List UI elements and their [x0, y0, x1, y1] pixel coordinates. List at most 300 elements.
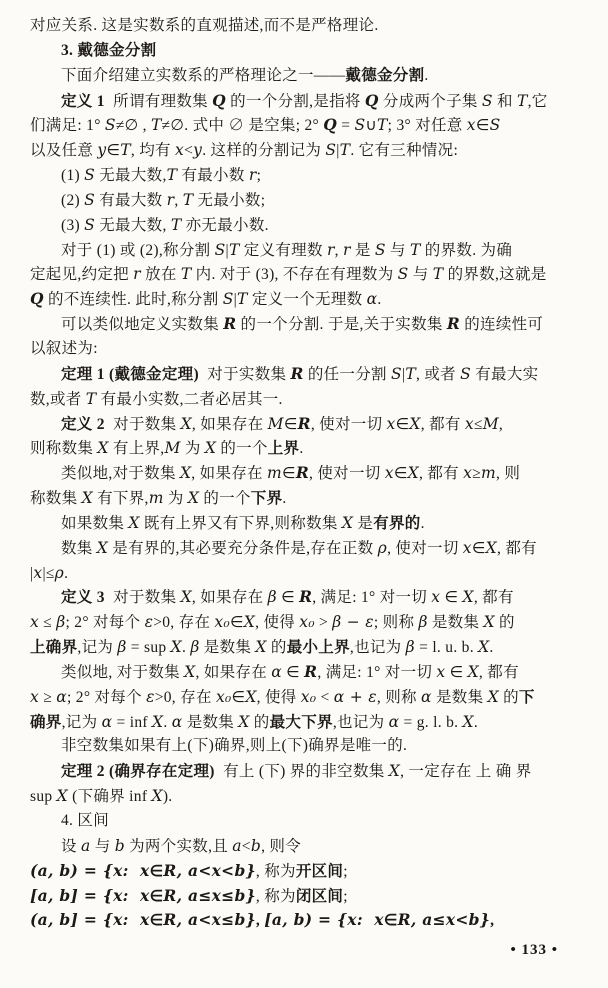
- math-run: , a≤x≤b}: [176, 885, 256, 905]
- text-run: ,记为: [61, 713, 102, 731]
- text-run: 定义 1: [61, 92, 105, 110]
- text-run: 有最小数: [177, 167, 249, 185]
- math-run: X: [462, 712, 474, 731]
- math-run: R: [297, 413, 311, 433]
- text-line: [30, 908, 582, 933]
- text-run: ;: [343, 887, 348, 905]
- text-run: , 则令: [261, 837, 302, 855]
- text-line: [30, 511, 582, 536]
- text-run: ∈: [149, 912, 164, 930]
- math-run: β: [267, 588, 277, 607]
- math-run: S: [460, 364, 472, 383]
- text-run: sup: [30, 788, 57, 806]
- math-run: T: [237, 290, 248, 309]
- text-line: [30, 238, 582, 263]
- math-run: (a, b) = {x: x: [30, 860, 150, 880]
- math-run: x: [431, 588, 441, 607]
- text-run: >0, 存在: [154, 688, 216, 706]
- text-run: 和: [492, 92, 517, 110]
- text-run: 有上 (下) 界的非空数集: [214, 763, 389, 781]
- math-run: x: [386, 414, 396, 433]
- math-run: x₀: [299, 613, 315, 632]
- math-run: Q: [30, 289, 44, 309]
- text-run: ,: [174, 191, 183, 209]
- text-run: .: [299, 440, 304, 458]
- math-run: X: [255, 638, 267, 657]
- text-run: 为两个实数,且: [124, 837, 233, 855]
- math-run: Q: [364, 90, 379, 110]
- math-run: T: [377, 116, 388, 135]
- text-run: (2): [61, 191, 85, 209]
- math-run: X: [238, 712, 250, 731]
- math-run: α: [388, 712, 400, 731]
- text-run: 则称数集: [30, 440, 98, 458]
- text-run: >0, 存在: [153, 614, 215, 632]
- math-run: [a, b) = {x: x: [264, 910, 384, 930]
- text-run: ∈: [393, 465, 408, 483]
- text-run: 的: [498, 688, 519, 706]
- text-run: >: [314, 614, 333, 632]
- math-run: T: [120, 141, 131, 160]
- text-run: 是: [353, 514, 374, 532]
- text-run: 类似地, 对于数集: [61, 663, 185, 681]
- math-run: α: [56, 687, 67, 706]
- text-run: ,也记为: [332, 713, 389, 731]
- text-run: ∈: [149, 887, 164, 905]
- math-run: X: [152, 712, 164, 731]
- text-run: 与: [90, 837, 115, 855]
- text-run: , 满足: 1° 对一切: [312, 589, 432, 607]
- math-run: r: [343, 240, 351, 259]
- math-run: R: [397, 910, 411, 930]
- math-run: M: [267, 414, 284, 433]
- text-run: , 使对一切: [309, 465, 385, 483]
- text-run: , 如果存在: [191, 465, 268, 483]
- math-run: x₀: [215, 687, 232, 706]
- text-run: = inf: [112, 713, 153, 731]
- text-run: 设: [61, 837, 81, 855]
- math-run: x: [463, 464, 473, 483]
- text-run: 最小上界: [286, 639, 350, 657]
- math-run: x₀: [214, 613, 230, 632]
- math-run: T: [432, 265, 444, 284]
- math-run: T: [339, 141, 351, 160]
- math-run: β: [190, 638, 200, 657]
- text-line: [30, 64, 582, 89]
- text-run: ∈: [395, 415, 410, 433]
- math-run: R: [163, 885, 177, 905]
- text-run: 的一个: [199, 490, 251, 508]
- text-run: |: [336, 142, 340, 160]
- math-run: m: [480, 464, 496, 483]
- text-run: ; 2° 对每个: [67, 688, 147, 706]
- text-run: , 称为: [255, 862, 296, 880]
- math-run: T: [166, 166, 178, 185]
- math-run: Q: [212, 90, 226, 110]
- text-run: 类似地,对于数集: [61, 465, 180, 483]
- text-run: 有最小实数,二者必居其一.: [96, 390, 283, 408]
- math-run: S: [374, 240, 386, 259]
- math-run: X: [97, 439, 109, 458]
- math-run: T: [180, 265, 192, 284]
- math-run: α: [366, 290, 378, 309]
- math-run: x: [464, 414, 474, 433]
- math-run: x: [462, 538, 472, 557]
- text-run: ∪: [365, 117, 378, 135]
- math-run: X: [179, 464, 192, 483]
- math-run: X: [96, 538, 109, 557]
- math-run: ρ: [377, 538, 388, 557]
- text-run: ;: [343, 862, 348, 880]
- text-run: 以叙述为:: [30, 339, 98, 357]
- math-run: S: [489, 116, 501, 135]
- math-run: X: [184, 662, 196, 681]
- text-run: , 使得: [256, 688, 301, 706]
- text-line: [30, 113, 582, 138]
- math-run: R: [304, 661, 318, 681]
- math-run: X: [180, 414, 192, 433]
- text-run: 为: [180, 440, 205, 458]
- text-line: [30, 660, 582, 685]
- text-run: ∈: [149, 862, 164, 880]
- text-line: [30, 14, 582, 39]
- math-run: S: [397, 265, 409, 284]
- text-run: ,: [334, 241, 344, 259]
- math-run: x: [436, 662, 446, 681]
- text-run: 对应关系. 这是实数系的直观描述,而不是严格理论.: [30, 17, 379, 34]
- text-run: ,它: [527, 92, 548, 110]
- math-run: T: [405, 364, 416, 383]
- math-run: T: [228, 240, 240, 259]
- math-run: T: [150, 116, 162, 135]
- math-run: r: [248, 166, 257, 185]
- text-run: ≥: [472, 465, 481, 483]
- text-run: , 都有: [420, 415, 465, 433]
- text-run: 下面介绍建立实数系的严格理论之一——: [61, 66, 346, 84]
- text-run: 最大下界: [269, 713, 333, 731]
- text-run: , 一定存在 上 确 界: [400, 763, 532, 781]
- text-run: (3): [61, 216, 85, 234]
- math-run: T: [516, 91, 528, 110]
- text-run: 所谓有理数集: [104, 92, 213, 110]
- text-run: 的不连续性. 此时,称分割: [43, 291, 223, 309]
- text-run: ∈: [106, 142, 121, 160]
- math-run: R: [223, 314, 237, 334]
- math-run: X: [128, 513, 140, 532]
- math-run: X: [388, 762, 401, 781]
- math-run: S: [325, 141, 337, 160]
- text-run: .: [181, 639, 191, 657]
- text-run: 开区间: [295, 862, 344, 880]
- text-run: |: [401, 365, 406, 383]
- text-run: 数集: [61, 539, 97, 557]
- math-run: r: [166, 190, 175, 209]
- math-run: S: [84, 166, 96, 185]
- text-run: |: [30, 564, 34, 582]
- text-run: ).: [162, 788, 173, 806]
- math-run: Q: [323, 115, 338, 135]
- text-line: [30, 561, 582, 586]
- math-run: ρ: [54, 563, 65, 582]
- text-line: [30, 685, 582, 710]
- text-run: 数,或者: [30, 390, 86, 408]
- text-run: .: [420, 514, 425, 532]
- text-run: , 使对一切: [387, 539, 463, 557]
- text-run: 分成两个子集: [378, 92, 482, 110]
- text-run: 无最大数,: [95, 216, 171, 234]
- text-run: <: [184, 142, 194, 160]
- text-run: ∈: [440, 589, 463, 607]
- text-line: [30, 412, 582, 437]
- text-run: ≥: [39, 688, 57, 706]
- text-line: [30, 710, 582, 735]
- text-run: 们满足: 1°: [30, 117, 105, 135]
- math-run: , a<x≤b}: [176, 910, 256, 930]
- text-run: 有下界,: [92, 490, 149, 508]
- math-run: S: [222, 290, 234, 309]
- math-run: S: [354, 116, 366, 135]
- text-run: 4. 区间: [61, 812, 110, 829]
- math-run: β: [405, 638, 415, 657]
- math-run: X: [204, 439, 217, 458]
- math-run: α + ε: [333, 687, 377, 706]
- text-run: 上确界: [30, 639, 78, 657]
- text-run: 的一个分割. 于是,关于实数集: [236, 316, 447, 334]
- math-run: , a<x<b}: [176, 860, 256, 880]
- text-run: 既有上界又有下界,则称数集: [139, 514, 342, 532]
- text-run: 下: [518, 688, 535, 706]
- text-run: .: [64, 564, 69, 582]
- math-run: T: [409, 240, 421, 259]
- text-line: [30, 784, 582, 809]
- math-run: S: [84, 190, 96, 209]
- text-run: 下界: [250, 490, 283, 508]
- text-line: [30, 138, 582, 163]
- math-run: X: [170, 638, 182, 657]
- text-run: .: [473, 713, 479, 731]
- text-run: ; 2° 对每个: [65, 614, 145, 632]
- text-run: |: [225, 241, 229, 259]
- text-run: 亦无最小数.: [181, 216, 269, 234]
- math-run: T: [182, 190, 194, 209]
- text-line: [30, 387, 582, 412]
- text-run: 可以类似地定义实数集: [61, 316, 224, 334]
- text-line: [30, 635, 582, 660]
- text-line: [30, 312, 582, 337]
- text-run: 内. 对于 (3), 不存在有理数为: [191, 266, 398, 284]
- math-run: x: [466, 116, 476, 135]
- text-run: 有界的: [373, 514, 421, 532]
- math-run: α: [421, 687, 432, 706]
- text-run: , 则: [495, 465, 521, 483]
- math-run: x: [30, 687, 40, 706]
- text-run: ,也记为: [349, 639, 406, 657]
- text-run: ∈: [445, 663, 468, 681]
- text-run: , 使对一切: [310, 415, 387, 433]
- text-run: 无最小数;: [193, 191, 266, 209]
- text-line: [30, 337, 582, 362]
- math-run: X: [487, 687, 499, 706]
- text-run: 的任一分割: [303, 365, 392, 383]
- text-line: [30, 287, 582, 312]
- text-line: [30, 610, 582, 635]
- math-run: r: [133, 265, 141, 284]
- text-run: 定理 2 (确界存在定理): [61, 763, 215, 781]
- math-run: R: [295, 463, 310, 483]
- math-run: X: [245, 687, 257, 706]
- text-run: 的连续性可: [460, 316, 544, 334]
- math-run: b: [250, 836, 262, 855]
- text-run: |: [233, 291, 238, 309]
- text-run: 有最大实: [471, 365, 539, 383]
- page-number: • 133 •: [510, 942, 558, 958]
- text-run: 定理 1 (戴德金定理): [61, 365, 199, 383]
- math-run: α: [171, 712, 183, 731]
- text-run: 有最大数: [95, 191, 167, 209]
- text-line: [30, 362, 582, 387]
- math-run: X: [462, 588, 474, 607]
- math-run: x: [30, 613, 40, 632]
- text-run: , 如果存在: [191, 589, 268, 607]
- math-run: m: [148, 489, 164, 508]
- math-run: X: [478, 638, 490, 657]
- text-line: [30, 436, 582, 461]
- math-run: X: [187, 489, 200, 508]
- text-run: ∈: [283, 415, 298, 433]
- text-run: .: [163, 713, 172, 731]
- text-run: 对于实数集: [198, 365, 291, 383]
- math-run: S: [481, 91, 493, 110]
- math-run: a: [80, 836, 91, 855]
- text-run: 的: [266, 639, 287, 657]
- text-run: ∈: [231, 688, 246, 706]
- text-run: . 这样的分割记为: [202, 142, 326, 160]
- text-run: , 都有: [497, 539, 537, 557]
- math-run: X: [341, 513, 354, 532]
- text-run: ,记为: [77, 639, 118, 657]
- text-run: ≠∅. 式中 ∅ 是空集; 2°: [161, 117, 324, 135]
- text-run: 确界: [30, 713, 62, 731]
- math-run: [a, b] = {x: x: [30, 885, 150, 905]
- math-run: β: [117, 638, 127, 657]
- text-run: 定起见,约定把: [30, 266, 134, 284]
- text-line: [30, 759, 582, 784]
- text-run: 放在: [140, 266, 181, 284]
- text-run: ∈: [229, 614, 244, 632]
- text-run: 的界数,这就是: [443, 266, 547, 284]
- math-run: S: [391, 364, 402, 383]
- math-run: M: [164, 439, 181, 458]
- text-run: 是数集: [199, 639, 256, 657]
- text-run: |≤: [42, 564, 55, 582]
- text-run: 对于数集: [104, 415, 181, 433]
- text-run: ≠∅ ,: [115, 117, 151, 135]
- text-line: [30, 188, 582, 213]
- text-run: 的一个分割,是指将: [225, 92, 365, 110]
- text-run: 的界数. 为确: [420, 241, 513, 259]
- math-run: X: [409, 414, 421, 433]
- text-run: 定义 3: [61, 589, 105, 607]
- text-run: , 如果存在: [191, 415, 268, 433]
- math-run: x: [384, 464, 394, 483]
- text-run: ,: [490, 912, 495, 930]
- text-run: , 则称: [376, 688, 422, 706]
- text-run: 定义 2: [61, 415, 105, 433]
- text-line: [30, 89, 582, 114]
- text-run: .: [377, 291, 382, 309]
- text-run: .: [282, 490, 287, 508]
- math-run: ε: [144, 613, 154, 632]
- math-run: R: [299, 587, 313, 607]
- math-run: X: [407, 464, 419, 483]
- text-line: [30, 486, 582, 511]
- text-run: 定义一个无理数: [247, 291, 367, 309]
- text-run: 如果数集: [61, 514, 129, 532]
- math-run: x: [175, 141, 185, 160]
- math-run: m: [267, 464, 283, 483]
- text-line: [30, 734, 582, 759]
- text-run: ∈: [475, 117, 490, 135]
- text-run: =: [337, 117, 355, 135]
- text-run: 是数集: [182, 713, 239, 731]
- math-run: X: [56, 787, 68, 806]
- text-run: 对于数集: [104, 589, 181, 607]
- text-run: , 都有: [418, 465, 464, 483]
- text-run: 的一个: [216, 440, 268, 458]
- text-line: [30, 859, 582, 884]
- text-line: [30, 884, 582, 909]
- text-run: 是: [350, 241, 375, 259]
- math-run: b: [114, 836, 125, 855]
- text-run: 定义有理数: [239, 241, 327, 259]
- text-run: , 或者: [415, 365, 461, 383]
- math-run: S: [84, 215, 96, 234]
- math-run: α: [101, 712, 113, 731]
- text-run: <: [316, 688, 334, 706]
- text-run: ∈: [471, 539, 486, 557]
- math-run: X: [467, 662, 479, 681]
- text-run: (1): [61, 167, 85, 185]
- text-run: 闭区间: [295, 887, 344, 905]
- math-run: T: [85, 389, 97, 408]
- text-run: , 使得: [255, 614, 300, 632]
- math-run: S: [214, 240, 226, 259]
- text-run: 与: [385, 241, 410, 259]
- math-run: x: [33, 563, 43, 582]
- text-run: (下确界 inf: [67, 788, 152, 806]
- text-run: 上界: [267, 440, 300, 458]
- math-run: X: [151, 787, 163, 806]
- text-run: , 都有: [478, 663, 519, 681]
- math-run: a: [232, 836, 242, 855]
- text-run: 戴德金分割: [345, 66, 425, 84]
- text-line: [30, 461, 582, 486]
- text-run: ∈: [276, 589, 300, 607]
- text-run: 以及任意: [30, 142, 98, 160]
- text-run: . 它有三种情况:: [350, 142, 459, 160]
- text-run: = l. u. b.: [414, 639, 479, 657]
- text-run: .: [424, 66, 429, 84]
- math-run: (a, b] = {x: x: [30, 910, 150, 930]
- text-run: .: [489, 639, 494, 657]
- math-run: X: [243, 613, 256, 632]
- math-run: x₀: [300, 687, 317, 706]
- text-run: 的: [494, 614, 515, 632]
- math-run: X: [483, 613, 495, 632]
- math-run: R: [446, 314, 461, 334]
- math-run: S: [104, 116, 116, 135]
- text-line: [30, 585, 582, 610]
